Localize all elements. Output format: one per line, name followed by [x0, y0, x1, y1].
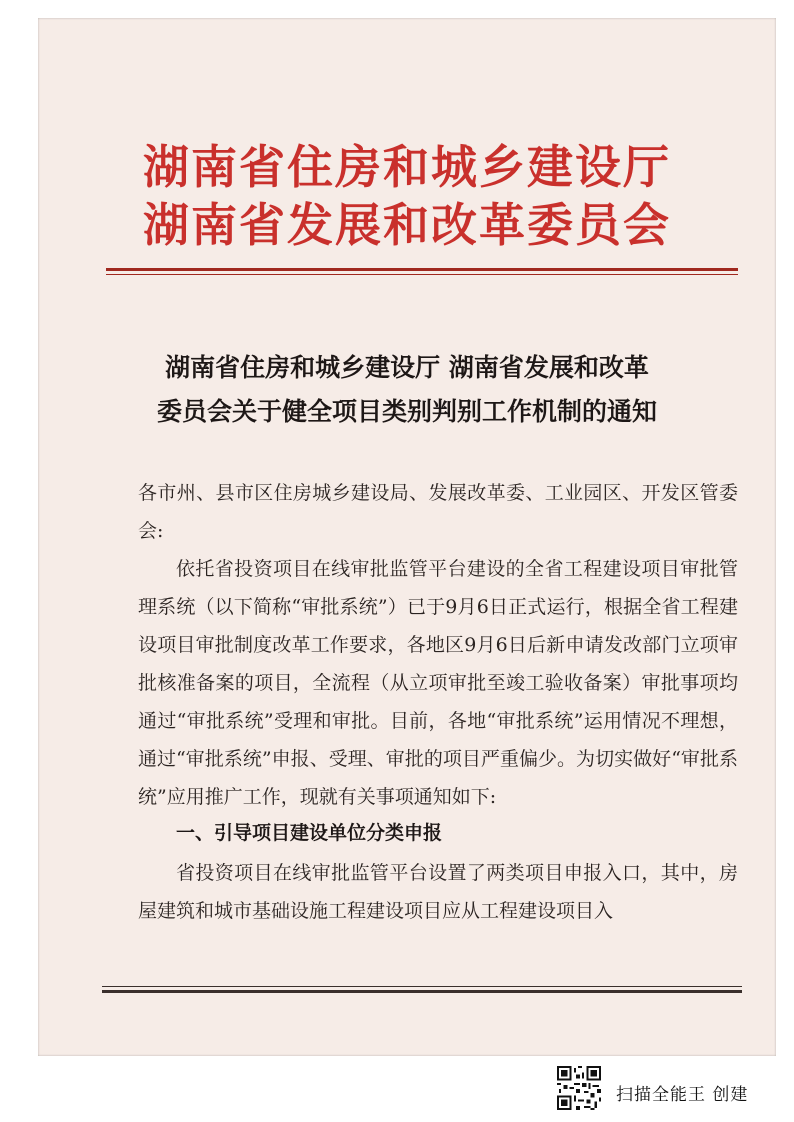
scanner-watermark: 扫描全能王 创建	[616, 1085, 749, 1105]
paragraph-2: 省投资项目在线审批监管平台设置了两类项目申报入口，其中，房屋建筑和城市基础设施工程建设项目应从工程建设项目入	[138, 862, 738, 922]
footer-rule-thick	[102, 990, 742, 993]
document-title-line-2: 委员会关于健全项目类别判别工作机制的通知	[156, 397, 657, 426]
header-rule-thin	[106, 274, 738, 275]
qr-code-icon	[557, 1066, 601, 1110]
footer-rule-thin	[102, 986, 742, 987]
header-rule-thick	[106, 268, 738, 271]
issuing-authority-2: 湖南省发展和改革委员会	[143, 198, 671, 252]
section-1-heading: 一、引导项目建设单位分类申报	[176, 822, 443, 844]
document-title-line-1: 湖南省住房和城乡建设厅 湖南省发展和改革	[165, 353, 649, 382]
issuing-authority-1: 湖南省住房和城乡建设厅	[143, 140, 671, 194]
addressee: 各市州、县市区住房城乡建设局、发展改革委、工业园区、开发区管委会:	[138, 482, 738, 542]
document-page	[38, 18, 776, 1056]
paragraph-1: 依托省投资项目在线审批监管平台建设的全省工程建设项目审批管理系统（以下简称“审批系统”）已于9月6日正式运行，根据全省工程建设项目审批制度改革工作要求，各地区9月6日后新申请发改部门立项审批核准备案的项目，全流程（从立项审批至竣工验收备案）审批事项均通过“审批系统”受理和审批。目前，各地“审批系统”运用情况不理想，通过“审批系统”申报、受理、审批的项目严重偏少。为切实做好“审批系统”应用推广工作，现就有关事项通知如下:	[138, 558, 738, 808]
